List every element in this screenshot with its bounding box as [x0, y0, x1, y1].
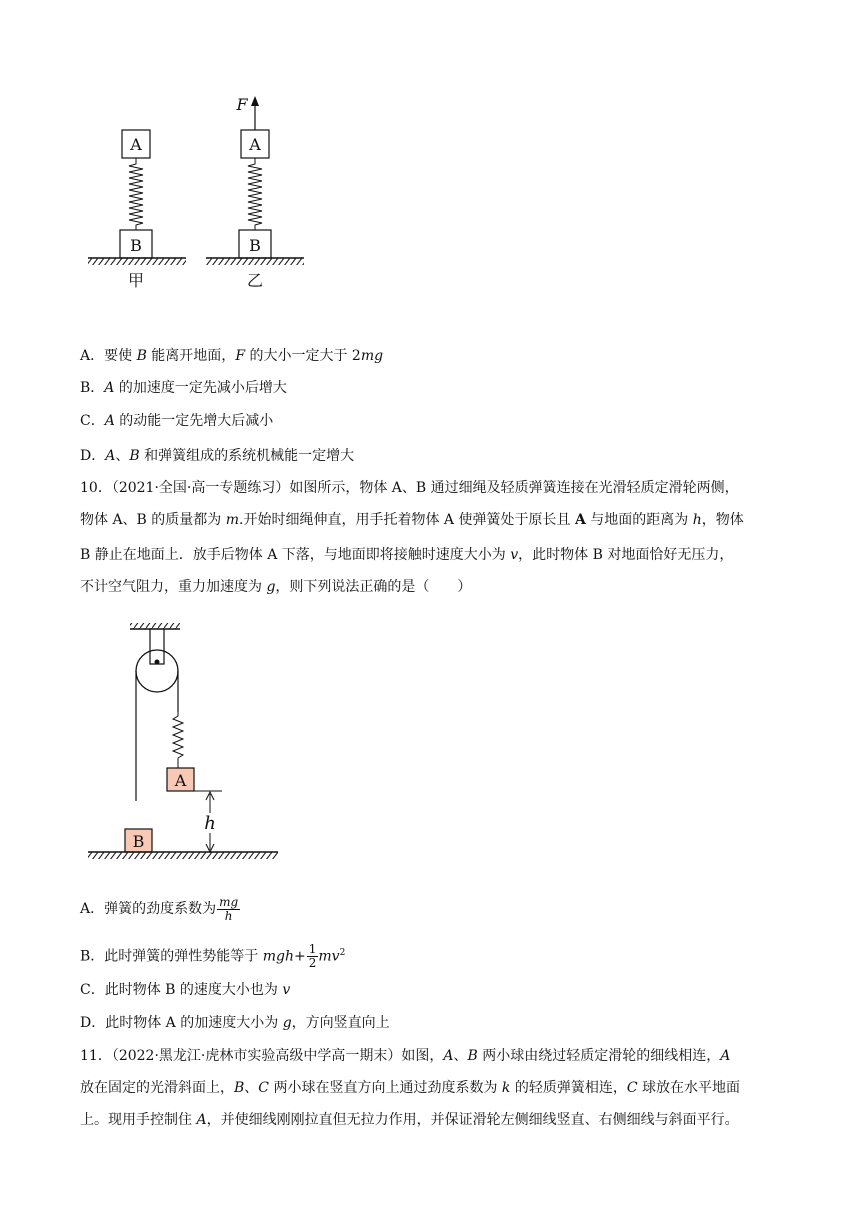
block-a-label: A — [174, 771, 187, 790]
q11-stem-line-1: 11．（2022·黑龙江·虎林市实验高级中学高一期末）如图，A、B 两小球由绕过轻质定滑轮的细线相连，A — [80, 1048, 731, 1064]
q11-stem-line-2: 放在固定的光滑斜面上，B、C 两小球在竖直方向上通过劲度系数为 k 的轻质弹簧相连，C 球放在水平地面 — [80, 1080, 741, 1096]
block-b-label: B — [132, 832, 145, 851]
spring — [173, 712, 183, 768]
height-label: h — [204, 813, 216, 834]
block-a-left-label: A — [130, 135, 142, 154]
q11-stem-line-3: 上。现用手控制住 A，并使细线刚刚拉直但无拉力作用，并保证滑轮左侧细线竖直、右侧细线与斜面平行。 — [80, 1112, 739, 1128]
fraction-mg-over-h: $\frac{mg}{h}$ — [219, 894, 239, 923]
fraction-one-half: $\frac{1}{2}$ — [308, 942, 317, 971]
q10-option-c: C．此时物体 B 的速度大小也为 v — [80, 982, 291, 998]
figure-right-yi — [206, 95, 304, 290]
q10-option-d: D．此时物体 A 的加速度大小为 g，方向竖直向上 — [80, 1015, 390, 1031]
label-jia: 甲 — [127, 271, 145, 290]
spring-right — [248, 158, 262, 230]
q10-stem-line-1: 10．（2021·全国·高一专题练习）如图所示，物体 A、B 通过细绳及轻质弹簧连接在光滑轻质定滑轮两侧， — [80, 480, 739, 496]
block-a-right-label: A — [249, 135, 261, 154]
q10-option-a: A．弹簧的劲度系数为 $\frac{mg}{h}$ — [80, 894, 239, 923]
force-label: F — [236, 95, 248, 114]
q9-option-a: A．要使 B 能离开地面，F 的大小一定大于 2mg — [80, 348, 384, 364]
q9-option-b: B．A 的加速度一定先减小后增大 — [80, 380, 287, 396]
q9-option-d: D．A、B 和弹簧组成的系统机械能一定增大 — [80, 448, 355, 464]
q10-stem-line-2: 物体 A、B 的质量都为 m.开始时细绳伸直，用手托着物体 A 使弹簧处于原长且 A 与地面的距离为 h，物体 — [80, 512, 744, 528]
spring-left — [129, 158, 143, 230]
q10-option-b: B．此时弹簧的弹性势能等于 mgh+ $\frac{1}{2}$ $mv^2$ — [80, 942, 346, 971]
pulley-bracket — [150, 629, 164, 664]
pulley-axle — [155, 660, 160, 665]
q10-stem-line-3: B 静止在地面上．放手后物体 A 下落，与地面即将接触时速度大小为 v，此时物体 B 对地面恰好无压力， — [80, 547, 734, 563]
force-arrow-head — [251, 96, 259, 106]
label-yi: 乙 — [246, 271, 264, 290]
pulley-wheel — [136, 650, 178, 692]
figure-spring-blocks — [80, 90, 310, 300]
block-b-right-label: B — [249, 236, 261, 255]
q9-option-c: C．A 的动能一定先增大后减小 — [80, 413, 274, 429]
q10-stem-line-4: 不计空气阻力，重力加速度为 g，则下列说法正确的是（ ） — [80, 579, 472, 595]
block-b-left-label: B — [130, 236, 142, 255]
figure-left-jia — [88, 130, 186, 290]
figure-pulley-system — [80, 620, 290, 870]
